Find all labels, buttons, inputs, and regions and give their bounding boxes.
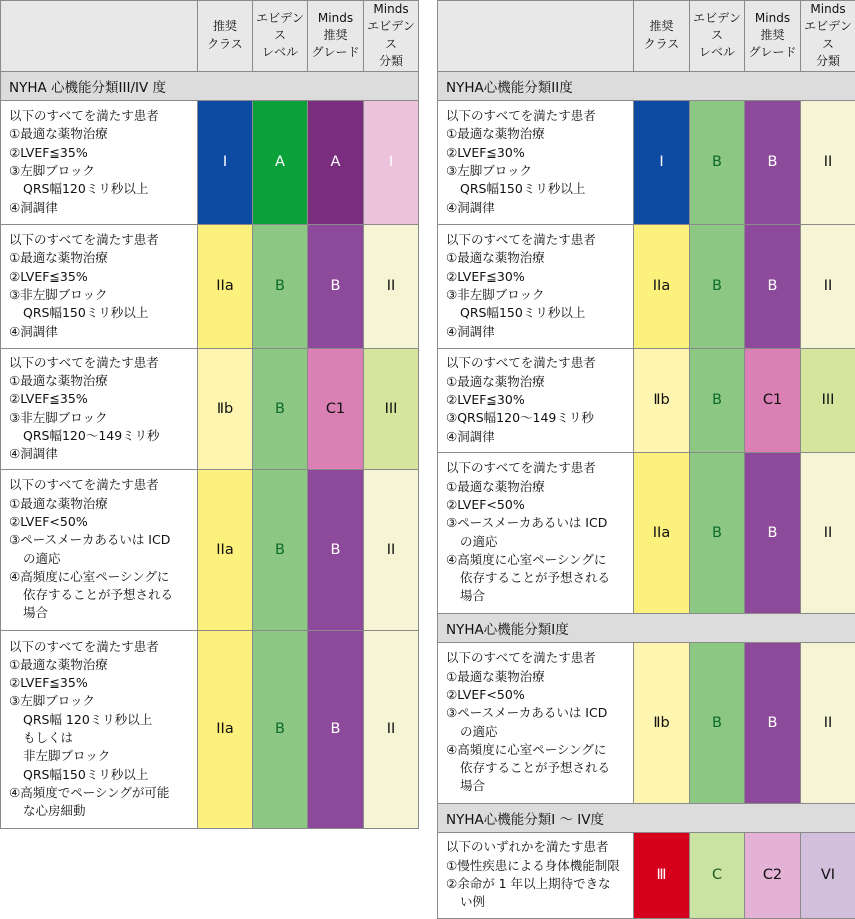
criteria-cell: 以下のすべてを満たす患者 ①最適な薬物治療 ②LVEF≦35% ③左脚ブロック QRS幅 120ミリ秒以上 もしくは 非左脚ブロック QRS幅150ミリ秒以上 ④高頻度でペーシングが可能 な心房細動 <box>1 630 198 828</box>
recommendation-class-cell: Ⅱb <box>634 348 690 452</box>
right-recommendation-table <box>437 0 855 919</box>
minds-evidence-cell: I <box>364 100 419 224</box>
minds-evidence-cell: II <box>364 224 419 348</box>
header-recommendation-class: 推奨 クラス <box>634 1 690 72</box>
minds-grade-cell: B <box>308 224 364 348</box>
evidence-level-cell: A <box>253 100 308 224</box>
table-row <box>438 452 855 613</box>
evidence-level-cell: B <box>253 630 308 828</box>
section-title: NYHA 心機能分類III/IV 度 <box>1 71 419 100</box>
recommendation-class-cell: Ⅲ <box>634 832 690 918</box>
table-row <box>438 224 855 348</box>
table-row <box>1 348 419 469</box>
minds-evidence-cell: II <box>364 630 419 828</box>
recommendation-class-cell: I <box>634 100 690 224</box>
header-minds-evidence: Minds エビデンス 分類 <box>364 1 419 72</box>
minds-grade-cell: C1 <box>745 348 801 452</box>
criteria-cell: 以下のすべてを満たす患者 ①最適な薬物治療 ②LVEF≦35% ③左脚ブロック QRS幅120ミリ秒以上 ④洞調律 <box>1 100 198 224</box>
criteria-cell: 以下のすべてを満たす患者 ①最適な薬物治療 ②LVEF≦35% ③非左脚ブロック QRS幅120～149ミリ秒 ④洞調律 <box>1 348 198 469</box>
criteria-cell: 以下のすべてを満たす患者 ①最適な薬物治療 ②LVEF<50% ③ペースメーカあるいは ICD の適応 ④高頻度に心室ペーシングに 依存することが予想される 場合 <box>438 642 634 803</box>
left-recommendation-table <box>0 0 419 829</box>
minds-evidence-cell: II <box>801 224 855 348</box>
section-title: NYHA心機能分類I度 <box>438 613 855 642</box>
minds-evidence-cell: III <box>364 348 419 469</box>
section-row <box>438 613 855 642</box>
minds-grade-cell: A <box>308 100 364 224</box>
header-blank-cell <box>1 1 198 72</box>
recommendation-class-cell: IIa <box>198 224 253 348</box>
minds-grade-cell: B <box>745 642 801 803</box>
evidence-level-cell: B <box>253 469 308 630</box>
header-evidence-level: エビデンス レベル <box>690 1 745 72</box>
section-row <box>438 803 855 832</box>
minds-grade-cell: B <box>745 452 801 613</box>
evidence-level-cell: B <box>690 100 745 224</box>
minds-grade-cell: B <box>745 224 801 348</box>
evidence-level-cell: B <box>690 224 745 348</box>
recommendation-class-cell: IIa <box>198 630 253 828</box>
criteria-cell: 以下のすべてを満たす患者 ①最適な薬物治療 ②LVEF<50% ③ペースメーカあるいは ICD の適応 ④高頻度に心室ペーシングに 依存することが予想される 場合 <box>438 452 634 613</box>
table-row <box>1 469 419 630</box>
recommendation-class-cell: IIa <box>198 469 253 630</box>
table-row <box>1 100 419 224</box>
minds-grade-cell: B <box>745 100 801 224</box>
recommendation-class-cell: Ⅱb <box>634 642 690 803</box>
criteria-cell: 以下のすべてを満たす患者 ①最適な薬物治療 ②LVEF≦30% ③QRS幅120～149ミリ秒 ④洞調律 <box>438 348 634 452</box>
minds-evidence-cell: III <box>801 348 855 452</box>
minds-evidence-cell: II <box>364 469 419 630</box>
header-blank-cell <box>438 1 634 72</box>
evidence-level-cell: B <box>253 224 308 348</box>
header-minds-evidence: Minds エビデンス 分類 <box>801 1 855 72</box>
evidence-level-cell: B <box>690 452 745 613</box>
minds-grade-cell: C2 <box>745 832 801 918</box>
header-evidence-level: エビデンス レベル <box>253 1 308 72</box>
table-row <box>438 832 855 918</box>
recommendation-class-cell: IIa <box>634 224 690 348</box>
section-title: NYHA心機能分類II度 <box>438 71 855 100</box>
header-minds-grade: Minds 推奨 グレード <box>745 1 801 72</box>
minds-evidence-cell: VI <box>801 832 855 918</box>
table-row <box>438 348 855 452</box>
criteria-cell: 以下のすべてを満たす患者 ①最適な薬物治療 ②LVEF≦35% ③非左脚ブロック QRS幅150ミリ秒以上 ④洞調律 <box>1 224 198 348</box>
minds-grade-cell: C1 <box>308 348 364 469</box>
section-title: NYHA心機能分類I 〜 IV度 <box>438 803 855 832</box>
header-row <box>1 1 419 72</box>
recommendation-class-cell: I <box>198 100 253 224</box>
minds-evidence-cell: II <box>801 642 855 803</box>
criteria-cell: 以下のすべてを満たす患者 ①最適な薬物治療 ②LVEF≦30% ③左脚ブロック QRS幅150ミリ秒以上 ④洞調律 <box>438 100 634 224</box>
criteria-cell: 以下のすべてを満たす患者 ①最適な薬物治療 ②LVEF<50% ③ペースメーカあるいは ICD の適応 ④高頻度に心室ペーシングに 依存することが予想される 場合 <box>1 469 198 630</box>
section-row <box>1 71 419 100</box>
criteria-cell: 以下のいずれかを満たす患者 ①慢性疾患による身体機能制限 ②余命が 1 年以上期待できな い例 <box>438 832 634 918</box>
evidence-level-cell: C <box>690 832 745 918</box>
evidence-level-cell: B <box>690 642 745 803</box>
minds-evidence-cell: II <box>801 452 855 613</box>
table-row <box>438 642 855 803</box>
evidence-level-cell: B <box>253 348 308 469</box>
minds-grade-cell: B <box>308 630 364 828</box>
table-row <box>1 630 419 828</box>
minds-grade-cell: B <box>308 469 364 630</box>
table-row <box>1 224 419 348</box>
minds-evidence-cell: II <box>801 100 855 224</box>
evidence-level-cell: B <box>690 348 745 452</box>
table-row <box>438 100 855 224</box>
section-row <box>438 71 855 100</box>
header-recommendation-class: 推奨 クラス <box>198 1 253 72</box>
recommendation-class-cell: IIa <box>634 452 690 613</box>
header-minds-grade: Minds 推奨 グレード <box>308 1 364 72</box>
criteria-cell: 以下のすべてを満たす患者 ①最適な薬物治療 ②LVEF≦30% ③非左脚ブロック QRS幅150ミリ秒以上 ④洞調律 <box>438 224 634 348</box>
recommendation-class-cell: Ⅱb <box>198 348 253 469</box>
header-row <box>438 1 855 72</box>
